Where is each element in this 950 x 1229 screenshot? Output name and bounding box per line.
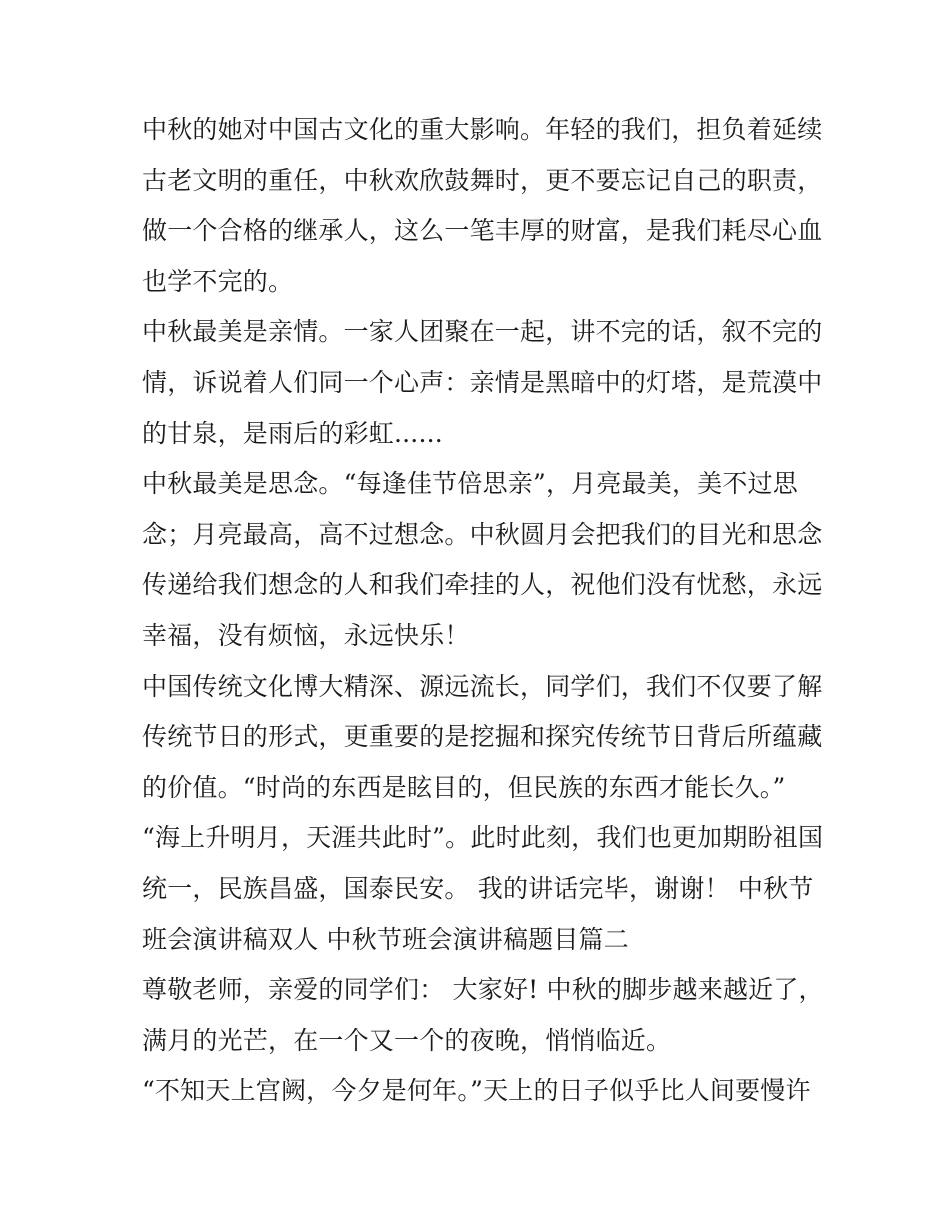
text-line: 情，诉说着人们同一个心声：亲情是黑暗中的灯塔，是荒漠中 xyxy=(142,367,823,397)
text-line: 中秋最美是思念。“每逢佳节倍思亲”，月亮最美，美不过思 xyxy=(142,469,798,499)
text-line: “不知天上宫阙，今夕是何年。”天上的日子似乎比人间要慢许 xyxy=(142,1076,811,1106)
text-line: 的甘泉，是雨后的彩虹...... xyxy=(142,418,443,448)
text-line: “海上升明月，天涯共此时”。此时此刻，我们也更加期盼祖国 xyxy=(142,823,824,853)
document-body xyxy=(142,105,822,1117)
text-line: 统一，民族昌盛，国泰民安。 我的讲话完毕，谢谢！ 中秋节 xyxy=(142,873,814,903)
text-line: 尊敬老师，亲爱的同学们： 大家好! 中秋的脚步越来越近了， xyxy=(142,975,824,1005)
text-line: 做一个合格的继承人，这么一笔丰厚的财富，是我们耗尽心血 xyxy=(142,216,823,246)
text-line: 幸福，没有烦恼，永远快乐！ xyxy=(142,620,470,650)
text-line: 的价值。“时尚的东西是眩目的，但民族的东西才能长久。” xyxy=(142,772,786,802)
text-line: 中秋最美是亲情。一家人团聚在一起，讲不完的话，叙不完的 xyxy=(142,317,823,347)
text-line: 传递给我们想念的人和我们牵挂的人，祝他们没有忧愁，永远 xyxy=(142,570,823,600)
text-line: 古老文明的重任，中秋欢欣鼓舞时，更不要忘记自己的职责， xyxy=(142,165,823,195)
text-line: 中秋的她对中国古文化的重大影响。年轻的我们，担负着延续 xyxy=(142,115,823,144)
text-line: 班会演讲稿双人 中秋节班会演讲稿题目篇二 xyxy=(142,924,629,954)
text-line: 念；月亮最高，高不过想念。中秋圆月会把我们的目光和思念 xyxy=(142,519,823,549)
text-line: 传统节日的形式，更重要的是挖掘和探究传统节日背后所蕴藏 xyxy=(142,722,823,752)
text-line: 也学不完的。 xyxy=(142,266,294,296)
text-line: 满月的光芒，在一个又一个的夜晚，悄悄临近。 xyxy=(142,1025,672,1055)
text-line: 中国传统文化博大精深、源远流长，同学们，我们不仅要了解 xyxy=(142,671,823,701)
